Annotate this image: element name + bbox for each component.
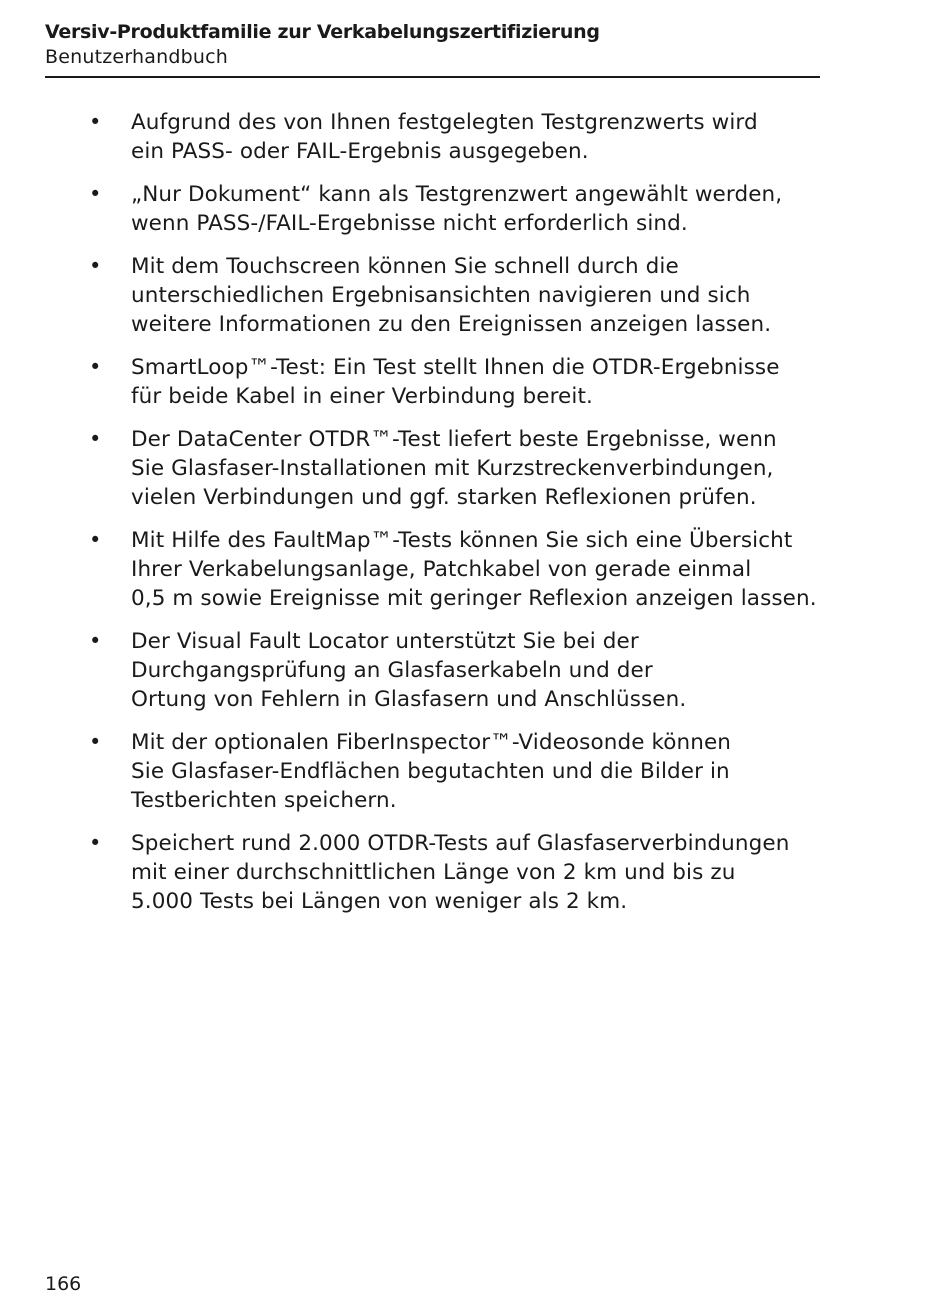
bullet-icon: • <box>89 182 102 206</box>
list-item-text: mit einer durchschnittlichen Länge von 2 km und bis zu <box>131 860 736 885</box>
list-item <box>0 627 950 714</box>
document-title: Versiv-Produktfamilie zur Verkabelungszertifizierung <box>45 21 600 43</box>
list-item <box>0 728 950 815</box>
list-item-text: wenn PASS-/FAIL-Ergebnisse nicht erforderlich sind. <box>131 211 688 236</box>
list-item <box>0 829 950 916</box>
list-item-text: ein PASS- oder FAIL-Ergebnis ausgegeben. <box>131 139 589 164</box>
bullet-icon: • <box>89 110 102 134</box>
bullet-icon: • <box>89 730 102 754</box>
bullet-icon: • <box>89 831 102 855</box>
list-item-text: Testberichten speichern. <box>131 788 397 813</box>
bullet-icon: • <box>89 629 102 653</box>
bullet-icon: • <box>89 528 102 552</box>
list-item-text: unterschiedlichen Ergebnisansichten navigieren und sich <box>131 283 751 308</box>
list-item-text: 5.000 Tests bei Längen von weniger als 2 km. <box>131 889 628 914</box>
bullet-icon: • <box>89 254 102 278</box>
list-item-text: SmartLoop™-Test: Ein Test stellt Ihnen die OTDR-Ergebnisse <box>131 355 780 380</box>
list-item-text: 0,5 m sowie Ereignisse mit geringer Reflexion anzeigen lassen. <box>131 586 817 611</box>
list-item-text: Aufgrund des von Ihnen festgelegten Testgrenzwerts wird <box>131 110 758 135</box>
list-item <box>0 252 950 339</box>
list-item-text: weitere Informationen zu den Ereignissen anzeigen lassen. <box>131 312 772 337</box>
bullet-icon: • <box>89 355 102 379</box>
page-number: 166 <box>45 1273 82 1295</box>
list-item-text: „Nur Dokument“ kann als Testgrenzwert angewählt werden, <box>131 182 783 207</box>
list-item <box>0 526 950 613</box>
list-item-text: Speichert rund 2.000 OTDR-Tests auf Glasfaserverbindungen <box>131 831 790 856</box>
list-item <box>0 353 950 411</box>
list-item-text: Sie Glasfaser-Installationen mit Kurzstreckenverbindungen, <box>131 456 774 481</box>
list-item-text: Mit Hilfe des FaultMap™-Tests können Sie sich eine Übersicht <box>131 528 793 553</box>
list-item <box>0 180 950 238</box>
list-item <box>0 108 950 166</box>
bullet-icon: • <box>89 427 102 451</box>
list-item-text: Mit der optionalen FiberInspector™-Videosonde können <box>131 730 732 755</box>
list-item-text: Ihrer Verkabelungsanlage, Patchkabel von gerade einmal <box>131 557 752 582</box>
page-header <box>45 20 820 78</box>
list-item-text: Mit dem Touchscreen können Sie schnell durch die <box>131 254 679 279</box>
feature-bullet-list <box>0 108 950 930</box>
list-item-text: für beide Kabel in einer Verbindung bereit. <box>131 384 593 409</box>
list-item-text: Sie Glasfaser-Endflächen begutachten und die Bilder in <box>131 759 730 784</box>
list-item <box>0 425 950 512</box>
list-item-text: vielen Verbindungen und ggf. starken Reflexionen prüfen. <box>131 485 757 510</box>
document-subtitle: Benutzerhandbuch <box>45 46 228 68</box>
list-item-text: Ortung von Fehlern in Glasfasern und Anschlüssen. <box>131 687 687 712</box>
list-item-text: Der Visual Fault Locator unterstützt Sie bei der <box>131 629 639 654</box>
list-item-text: Durchgangsprüfung an Glasfaserkabeln und der <box>131 658 653 683</box>
list-item-text: Der DataCenter OTDR™-Test liefert beste Ergebnisse, wenn <box>131 427 777 452</box>
